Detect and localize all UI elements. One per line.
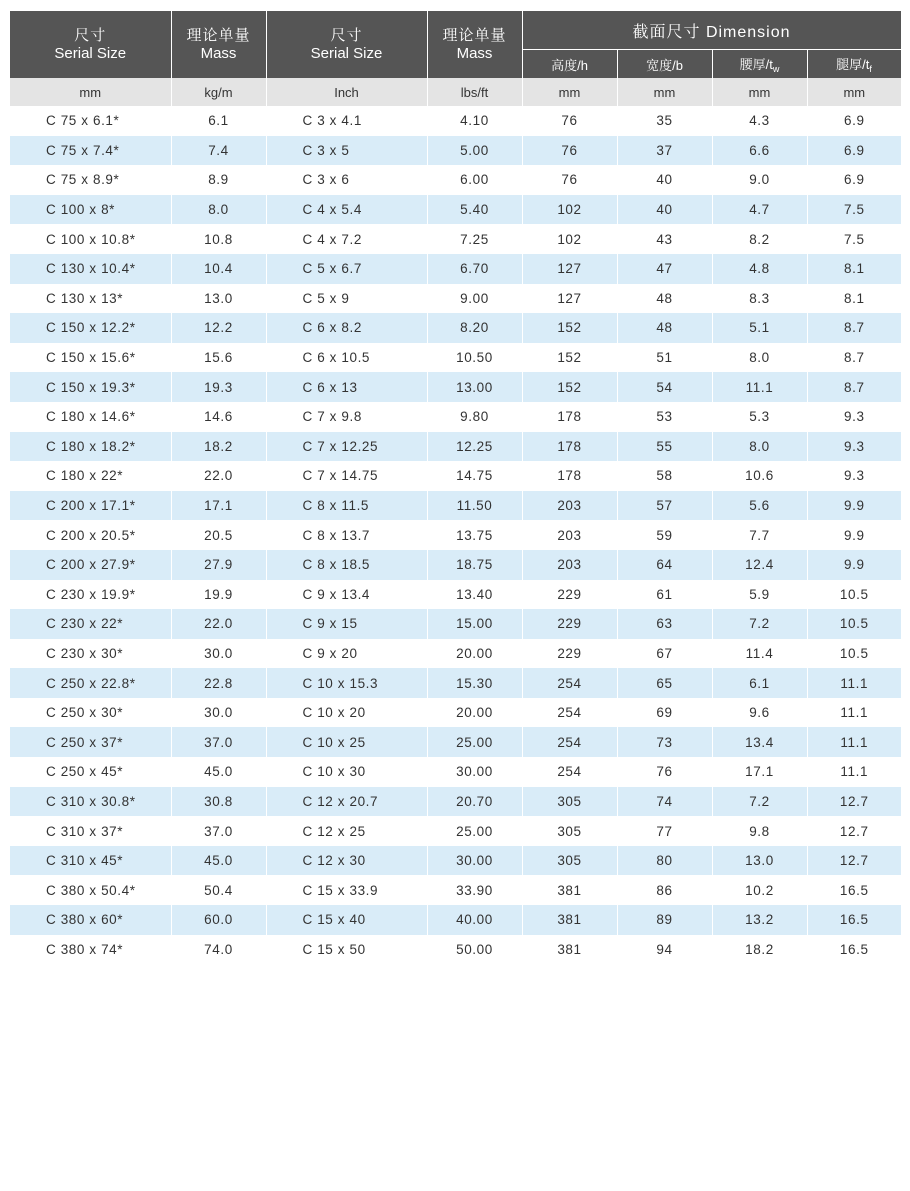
table-row [10,875,901,905]
mass-kgm-cell: 7.4 [171,136,266,166]
table-row [10,491,901,521]
table-row [10,432,901,462]
mass-kgm-cell: 10.8 [171,224,266,254]
table-header [10,11,901,78]
web-thickness-cell: 5.3 [712,402,807,432]
web-thickness-cell: 8.0 [712,432,807,462]
mass-lbsft-cell: 15.30 [427,668,522,698]
mass-kgm-cell: 6.1 [171,106,266,136]
mass-lbsft-cell: 50.00 [427,935,522,965]
serial-size-mm-cell: C 130 x 10.4* [10,254,171,284]
flange-thickness-cell: 8.1 [843,290,865,306]
mass-kgm-cell: 8.0 [171,195,266,225]
mass-kgm-cell: 19.3 [171,372,266,402]
serial-size-inch-cell: C 8 x 18.5 [266,550,427,580]
height-cell: 229 [522,609,617,639]
web-thickness-cell: 10.2 [712,875,807,905]
height-cell: 102 [522,195,617,225]
height-cell: 254 [522,757,617,787]
flange-thickness-cell: 16.5 [839,941,869,957]
mass-lbsft-cell: 9.00 [427,284,522,314]
serial-size-inch-cell: C 15 x 33.9 [266,875,427,905]
serial-size-mm-cell: C 200 x 20.5* [10,520,171,550]
mass-lbsft-cell: 20.70 [427,787,522,817]
height-header: 高度/h [522,50,617,79]
mass-lbsft-cell: 12.25 [427,432,522,462]
serial-size-mm-cell: C 180 x 14.6* [10,402,171,432]
flange-thickness-cell: 7.5 [843,231,865,247]
web-thickness-cell: 5.6 [712,491,807,521]
web-thickness-cell: 9.6 [712,698,807,728]
flange-thickness-cell: 8.7 [807,372,901,402]
width-cell: 63 [617,609,712,639]
table-row [10,254,901,284]
data-rows [10,106,901,964]
web-thickness-cell: 18.2 [712,935,807,965]
table-row [10,402,901,432]
serial-size-mm-cell: C 380 x 50.4* [10,875,171,905]
flange-thickness-cell: 11.1 [840,705,869,721]
table-row [10,816,901,846]
mass-lbsft-cell: 13.40 [427,580,522,610]
serial-size-inch-cell: C 3 x 5 [266,136,427,166]
serial-size-inch-cell: C 9 x 13.4 [266,580,427,610]
mass-cn: 理论单量 [442,26,507,44]
width-header: 宽度/b [617,50,712,79]
flange-thickness-cell: 8.7 [807,313,901,343]
width-cell: 54 [617,372,712,402]
mass-kgm-cell: 27.9 [171,550,266,580]
mass-lbsft-cell: 33.90 [427,875,522,905]
unit-cell: mm [807,78,901,106]
mass-cn: 理论单量 [186,26,251,44]
serial-size-mm-cell: C 150 x 12.2* [10,313,171,343]
web-thickness-cell: 4.7 [712,195,807,225]
width-cell: 35 [617,106,712,136]
units-row [10,78,901,106]
mass-lbsft-cell: 25.00 [427,816,522,846]
table-row [10,343,901,373]
height-cell: 381 [522,905,617,935]
web-thickness-cell: 5.9 [712,580,807,610]
serial-size-inch-cell: C 6 x 10.5 [266,343,427,373]
flange-thickness-cell: 9.3 [843,409,865,425]
unit-cell: Inch [266,78,427,106]
height-cell: 178 [522,402,617,432]
height-cell: 305 [522,816,617,846]
mass-kgm-cell: 74.0 [171,935,266,965]
table-row [10,165,901,195]
mass-lbsft-cell: 11.50 [427,491,522,521]
mass-kgm-cell: 17.1 [171,491,266,521]
serial-size-inch-cell: C 10 x 15.3 [266,668,427,698]
mass-kgm-cell: 30.8 [171,787,266,817]
table-row [10,609,901,639]
web-thickness-cell: 13.4 [712,727,807,757]
mass-lbsft-cell: 5.40 [427,195,522,225]
width-cell: 86 [617,875,712,905]
table-row [10,905,901,935]
serial-size-en: Serial Size [54,44,127,62]
serial-size-inch-header [266,11,427,78]
mass-kgm-cell: 45.0 [171,846,266,876]
web-thickness-cell: 8.3 [712,284,807,314]
width-cell: 80 [617,846,712,876]
serial-size-inch-cell: C 9 x 20 [266,639,427,669]
width-cell: 57 [617,491,712,521]
table-row [10,639,901,669]
units-section [10,78,901,106]
table-row [10,284,901,314]
serial-size-inch-cell: C 3 x 4.1 [266,106,427,136]
height-cell: 76 [522,136,617,166]
flange-thickness-cell: 9.3 [807,432,901,462]
web-thickness-cell: 9.8 [712,816,807,846]
height-cell: 76 [522,165,617,195]
serial-size-mm-cell: C 75 x 7.4* [10,136,171,166]
web-thickness-cell: 12.4 [712,550,807,580]
table-row [10,106,901,136]
mass-lbsft-cell: 30.00 [427,757,522,787]
serial-size-mm-cell: C 150 x 19.3* [10,372,171,402]
web-thickness-cell: 4.3 [712,106,807,136]
width-cell: 53 [617,402,712,432]
web-thickness-cell: 11.4 [712,639,807,669]
flange-thickness-cell: 9.9 [807,550,901,580]
mass-lbsft-cell: 20.00 [427,698,522,728]
unit-cell: lbs/ft [427,78,522,106]
flange-thickness-cell: 8.1 [807,254,901,284]
serial-size-mm-cell: C 310 x 45* [10,846,171,876]
mass-kgm-cell: 10.4 [171,254,266,284]
height-cell: 152 [522,343,617,373]
serial-size-cn: 尺寸 [330,26,363,44]
serial-size-mm-cell: C 200 x 27.9* [10,550,171,580]
serial-size-inch-cell: C 5 x 9 [266,284,427,314]
flange-thickness-cell: 12.7 [807,846,901,876]
height-cell: 305 [522,787,617,817]
mass-kgm-cell: 20.5 [171,520,266,550]
unit-cell: kg/m [171,78,266,106]
height-cell: 127 [522,284,617,314]
mass-kgm-cell: 15.6 [171,343,266,373]
mass-kgm-cell: 30.0 [171,698,266,728]
mass-lbsft-cell: 18.75 [427,550,522,580]
width-cell: 67 [617,639,712,669]
width-cell: 48 [617,313,712,343]
height-cell: 102 [522,224,617,254]
serial-size-inch-cell: C 7 x 12.25 [266,432,427,462]
table-row [10,461,901,491]
mass-kgm-cell: 22.8 [171,668,266,698]
serial-size-mm-cell: C 100 x 8* [10,195,171,225]
serial-size-inch-cell: C 4 x 5.4 [266,195,427,225]
table-row [10,846,901,876]
serial-size-mm-cell: C 150 x 15.6* [10,343,171,373]
serial-size-mm-cell: C 250 x 37* [10,727,171,757]
serial-size-inch-cell: C 7 x 14.75 [266,461,427,491]
web-thickness-sub: w [772,64,780,74]
serial-size-mm-cell: C 230 x 30* [10,639,171,669]
height-cell: 178 [522,432,617,462]
flange-thickness-cell: 10.5 [839,586,869,602]
mass-kgm-cell: 60.0 [171,905,266,935]
table-row [10,698,901,728]
serial-size-mm-cell: C 180 x 22* [10,461,171,491]
height-cell: 203 [522,550,617,580]
height-cell: 152 [522,372,617,402]
serial-size-inch-cell: C 6 x 13 [266,372,427,402]
table-row [10,195,901,225]
mass-lbsft-cell: 40.00 [427,905,522,935]
table-row [10,372,901,402]
flange-thickness-cell: 10.5 [839,645,869,661]
mass-lbsft-cell: 8.20 [427,313,522,343]
channel-spec-table [10,11,902,964]
serial-size-mm-cell: C 310 x 30.8* [10,787,171,817]
serial-size-inch-cell: C 6 x 8.2 [266,313,427,343]
width-cell: 61 [617,580,712,610]
mass-lbsft-cell: 25.00 [427,727,522,757]
serial-size-en: Serial Size [310,44,383,62]
flange-thickness-cell: 12.7 [807,787,901,817]
mass-lbsft-cell: 13.75 [427,520,522,550]
web-thickness-cell: 6.1 [712,668,807,698]
mass-kgm-cell: 18.2 [171,432,266,462]
table-row [10,520,901,550]
height-cell: 203 [522,491,617,521]
serial-size-inch-cell: C 10 x 25 [266,727,427,757]
serial-size-mm-cell: C 130 x 13* [10,284,171,314]
mass-lbsft-cell: 5.00 [427,136,522,166]
flange-thickness-cell: 9.9 [807,491,901,521]
table-row [10,727,901,757]
table-row [10,550,901,580]
mass-lbsft-cell: 6.70 [427,254,522,284]
width-cell: 47 [617,254,712,284]
width-cell: 89 [617,905,712,935]
dimension-header: 截面尺寸 Dimension [522,11,901,50]
flange-thickness-cell: 7.5 [807,195,901,225]
mass-lbsft-cell: 10.50 [427,343,522,373]
flange-thickness-cell: 8.7 [843,350,865,366]
mass-kgm-cell: 19.9 [171,580,266,610]
serial-size-inch-cell: C 15 x 50 [266,935,427,965]
serial-size-inch-cell: C 12 x 30 [266,846,427,876]
table-row [10,935,901,965]
web-thickness-cell: 4.8 [712,254,807,284]
serial-size-inch-cell: C 3 x 6 [266,165,427,195]
flange-thickness-cell: 11.1 [807,668,901,698]
serial-size-mm-cell: C 250 x 22.8* [10,668,171,698]
flange-thickness-cell: 10.5 [807,609,901,639]
width-cell: 69 [617,698,712,728]
web-thickness-cell: 9.0 [712,165,807,195]
web-thickness-cell: 8.2 [712,224,807,254]
flange-thickness-cell: 16.5 [807,905,901,935]
width-cell: 76 [617,757,712,787]
serial-size-mm-cell: C 230 x 22* [10,609,171,639]
width-cell: 74 [617,787,712,817]
height-cell: 152 [522,313,617,343]
mass-kgm-header [171,11,266,78]
width-cell: 58 [617,461,712,491]
mass-lbsft-cell: 15.00 [427,609,522,639]
mass-kgm-cell: 12.2 [171,313,266,343]
web-thickness-cell: 7.2 [712,787,807,817]
height-cell: 254 [522,727,617,757]
mass-kgm-cell: 50.4 [171,875,266,905]
height-cell: 127 [522,254,617,284]
flange-thickness-cell: 9.9 [843,527,865,543]
height-cell: 203 [522,520,617,550]
mass-en: Mass [456,44,493,62]
mass-kgm-cell: 37.0 [171,816,266,846]
web-thickness-cell: 11.1 [712,372,807,402]
mass-lbsft-cell: 4.10 [427,106,522,136]
mass-kgm-cell: 13.0 [171,284,266,314]
flange-thickness-cell: 6.9 [807,136,901,166]
serial-size-mm-cell: C 75 x 8.9* [10,165,171,195]
flange-thickness-cell: 11.1 [807,727,901,757]
mass-kgm-cell: 22.0 [171,461,266,491]
serial-size-mm-cell: C 75 x 6.1* [10,106,171,136]
height-cell: 381 [522,935,617,965]
width-cell: 40 [617,165,712,195]
web-thickness-cell: 8.0 [712,343,807,373]
unit-cell: mm [522,78,617,106]
mass-lbsft-cell: 7.25 [427,224,522,254]
table-row [10,580,901,610]
width-cell: 59 [617,520,712,550]
mass-kgm-cell: 14.6 [171,402,266,432]
web-thickness-cell: 17.1 [712,757,807,787]
table-row [10,787,901,817]
serial-size-inch-cell: C 15 x 40 [266,905,427,935]
mass-kgm-cell: 37.0 [171,727,266,757]
web-thickness-cell: 6.6 [712,136,807,166]
web-thickness-label: 腰厚/t [739,57,773,72]
table-row [10,668,901,698]
flange-thickness-cell: 6.9 [843,172,865,188]
width-cell: 55 [617,432,712,462]
flange-thickness-sub: f [869,64,872,74]
web-thickness-cell: 7.2 [712,609,807,639]
web-thickness-header [712,50,807,79]
web-thickness-cell: 7.7 [712,520,807,550]
width-cell: 73 [617,727,712,757]
serial-size-inch-cell: C 8 x 13.7 [266,520,427,550]
width-cell: 43 [617,224,712,254]
mass-en: Mass [200,44,237,62]
web-thickness-cell: 13.0 [712,846,807,876]
mass-lbsft-cell: 13.00 [427,372,522,402]
width-cell: 77 [617,816,712,846]
serial-size-inch-cell: C 12 x 25 [266,816,427,846]
serial-size-mm-header [10,11,171,78]
flange-thickness-cell: 11.1 [840,764,869,780]
flange-thickness-cell: 16.5 [839,882,869,898]
width-cell: 65 [617,668,712,698]
mass-kgm-cell: 30.0 [171,639,266,669]
flange-thickness-label: 腿厚/t [836,57,870,72]
serial-size-inch-cell: C 7 x 9.8 [266,402,427,432]
height-cell: 305 [522,846,617,876]
mass-lbsft-cell: 30.00 [427,846,522,876]
serial-size-mm-cell: C 200 x 17.1* [10,491,171,521]
flange-thickness-cell: 12.7 [839,823,869,839]
width-cell: 48 [617,284,712,314]
mass-lbsft-header [427,11,522,78]
serial-size-inch-cell: C 5 x 6.7 [266,254,427,284]
mass-lbsft-cell: 6.00 [427,165,522,195]
height-cell: 381 [522,875,617,905]
serial-size-inch-cell: C 4 x 7.2 [266,224,427,254]
unit-cell: mm [617,78,712,106]
table-row [10,224,901,254]
serial-size-mm-cell: C 230 x 19.9* [10,580,171,610]
width-cell: 64 [617,550,712,580]
height-cell: 254 [522,698,617,728]
serial-size-mm-cell: C 380 x 60* [10,905,171,935]
mass-kgm-cell: 22.0 [171,609,266,639]
mass-kgm-cell: 8.9 [171,165,266,195]
table-row [10,313,901,343]
web-thickness-cell: 10.6 [712,461,807,491]
serial-size-cn: 尺寸 [74,26,107,44]
flange-thickness-header [807,50,901,79]
flange-thickness-cell: 6.9 [843,113,865,129]
unit-cell: mm [10,78,171,106]
serial-size-mm-cell: C 250 x 30* [10,698,171,728]
mass-lbsft-cell: 20.00 [427,639,522,669]
web-thickness-cell: 13.2 [712,905,807,935]
width-cell: 94 [617,935,712,965]
serial-size-inch-cell: C 12 x 20.7 [266,787,427,817]
height-cell: 229 [522,639,617,669]
serial-size-inch-cell: C 8 x 11.5 [266,491,427,521]
table-row [10,136,901,166]
width-cell: 37 [617,136,712,166]
mass-lbsft-cell: 14.75 [427,461,522,491]
serial-size-mm-cell: C 310 x 37* [10,816,171,846]
height-cell: 229 [522,580,617,610]
width-cell: 51 [617,343,712,373]
serial-size-inch-cell: C 9 x 15 [266,609,427,639]
width-cell: 40 [617,195,712,225]
mass-kgm-cell: 45.0 [171,757,266,787]
table-row [10,757,901,787]
serial-size-mm-cell: C 250 x 45* [10,757,171,787]
serial-size-inch-cell: C 10 x 20 [266,698,427,728]
serial-size-mm-cell: C 180 x 18.2* [10,432,171,462]
mass-lbsft-cell: 9.80 [427,402,522,432]
serial-size-inch-cell: C 10 x 30 [266,757,427,787]
web-thickness-cell: 5.1 [712,313,807,343]
height-cell: 178 [522,461,617,491]
height-cell: 254 [522,668,617,698]
serial-size-mm-cell: C 100 x 10.8* [10,224,171,254]
unit-cell: mm [712,78,807,106]
serial-size-mm-cell: C 380 x 74* [10,935,171,965]
flange-thickness-cell: 9.3 [843,468,865,484]
height-cell: 76 [522,106,617,136]
